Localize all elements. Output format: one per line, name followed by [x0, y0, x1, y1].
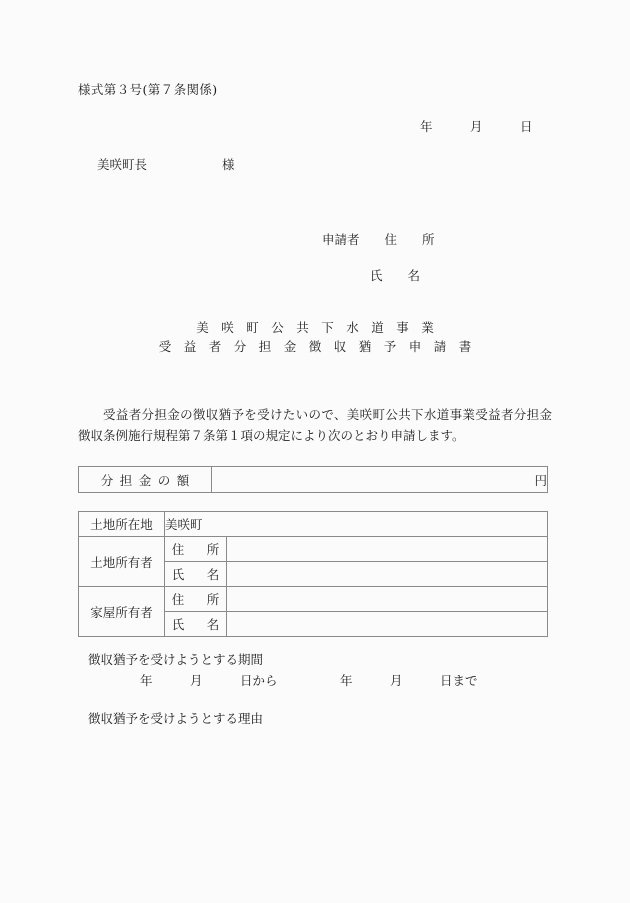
amount-label-cell — [79, 467, 212, 493]
date-line: 年 月 日 — [420, 119, 533, 134]
name-label-text: 氏 名 — [171, 567, 225, 582]
table-row — [79, 467, 548, 493]
form-number: 様式第３号(第７条関係) — [78, 82, 218, 97]
document-title — [0, 318, 630, 356]
table-row — [79, 537, 548, 562]
amount-unit-text: 円 — [534, 472, 547, 488]
house-owner-name-label-cell — [165, 612, 227, 637]
applicant-name-label: 氏 名 — [370, 268, 421, 283]
table-row — [79, 587, 548, 612]
house-owner-address-value-cell[interactable] — [227, 587, 548, 612]
document-title-line-1: 美咲町公共下水道事業 — [196, 320, 447, 335]
house-owner-address-label-cell — [165, 587, 227, 612]
land-owner-name-label-cell — [165, 562, 227, 587]
address-label-text: 住 所 — [171, 592, 225, 607]
owners-table — [78, 511, 548, 637]
amount-table — [78, 466, 548, 493]
table-row — [79, 512, 548, 537]
house-owner-name-value-cell[interactable] — [227, 612, 548, 637]
land-owner-address-label-cell — [165, 537, 227, 562]
land-location-value-cell[interactable]: 美咲町 — [165, 512, 548, 537]
amount-value-cell[interactable] — [212, 467, 548, 493]
land-owner-address-value-cell[interactable] — [227, 537, 548, 562]
period-section-label: 徴収猶予を受けようとする期間 — [88, 652, 264, 667]
body-paragraph: 受益者分担金の徴収猶予を受けたいので、美咲町公共下水道事業受益者分担金徴収条例施行規程第７条第１項の規定により次のとおり申請します。 — [78, 407, 552, 443]
house-owner-label-cell: 家屋所有者 — [79, 587, 165, 637]
land-owner-name-value-cell[interactable] — [227, 562, 548, 587]
reason-section-label: 徴収猶予を受けようとする理由 — [88, 711, 264, 726]
amount-label-text: 分担金の額 — [100, 472, 196, 488]
document-title-line-2: 受益者分担金徴収猶予申請書 — [158, 339, 484, 354]
applicant-address-label: 申請者 住 所 — [322, 232, 435, 247]
name-label-text: 氏 名 — [171, 617, 225, 632]
address-label-text: 住 所 — [171, 542, 225, 557]
period-fields-line[interactable]: 年 月 日から 年 月 日まで — [140, 673, 478, 688]
land-owner-label-cell: 土地所有者 — [79, 537, 165, 587]
land-location-label-cell: 土地所在地 — [79, 512, 165, 537]
addressee-line: 美咲町長 様 — [97, 157, 235, 172]
